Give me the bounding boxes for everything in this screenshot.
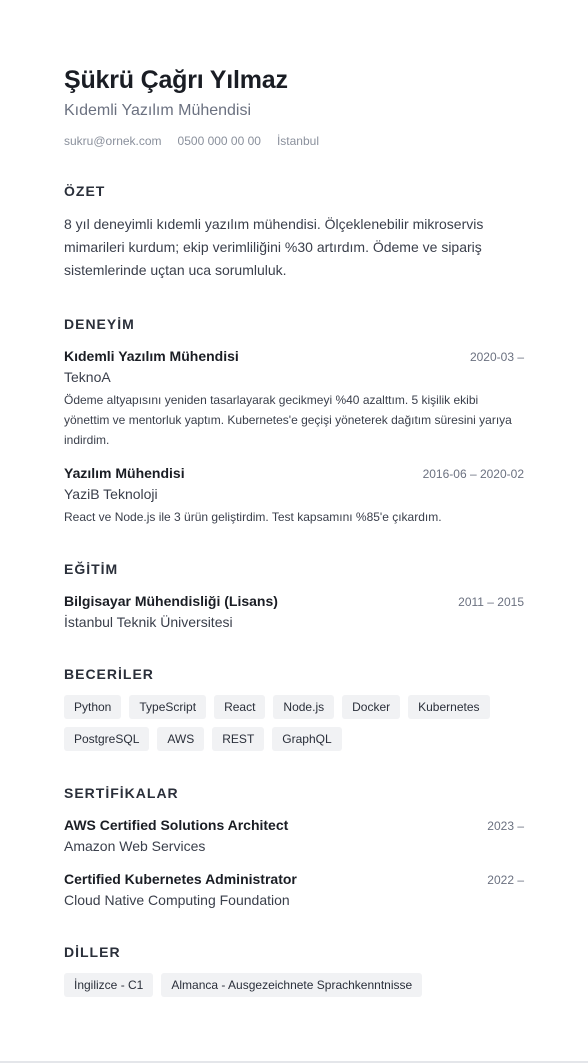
job-title: Kıdemli Yazılım Mühendisi — [64, 348, 239, 364]
languages-section — [64, 943, 524, 997]
certification-name: AWS Certified Solutions Architect — [64, 817, 289, 833]
certification-name: Certified Kubernetes Administrator — [64, 871, 297, 887]
company-name: TeknoA — [64, 369, 111, 385]
skill-tag: GraphQL — [272, 727, 341, 751]
certifications-section — [64, 784, 524, 910]
language-tags — [64, 973, 524, 997]
contact-location: İstanbul — [276, 134, 319, 148]
resume-header — [64, 64, 524, 149]
job-title: Yazılım Mühendisi — [64, 465, 185, 481]
experience-entry — [64, 464, 524, 527]
company-name: YaziB Teknoloji — [64, 486, 158, 502]
section-title: EĞİTİM — [64, 561, 119, 577]
education-date: 2011 – 2015 — [458, 595, 524, 609]
job-date: 2016-06 – 2020-02 — [422, 467, 524, 481]
skill-tag: Node.js — [273, 695, 334, 719]
skill-tag: React — [214, 695, 265, 719]
section-title: ÖZET — [64, 183, 106, 199]
education-entry — [64, 592, 524, 632]
candidate-name: Şükrü Çağrı Yılmaz — [64, 66, 288, 94]
summary-text: 8 yıl deneyimli kıdemli yazılım mühendisi. Ölçeklenebilir mikroservis mimarileri kurdum; ekip verimliliğini %30 artırdım. Ödeme ve sipariş sistemlerinde uçtan uca sorumluluk. — [64, 216, 484, 278]
skill-tag: Kubernetes — [408, 695, 489, 719]
experience-section — [64, 315, 524, 527]
section-title: DENEYİM — [64, 316, 135, 332]
candidate-headline: Kıdemli Yazılım Mühendisi — [64, 102, 252, 119]
skill-tag: PostgreSQL — [64, 727, 149, 751]
skills-section — [64, 665, 524, 751]
job-description: Ödeme altyapısını yeniden tasarlayarak gecikmeyi %40 azalttım. 5 kişilik ekibi yönettim ve mentorluk yaptım. Kubernetes'e geçişi yöneterek dağıtım süresini yarıya indirdim. — [64, 393, 512, 447]
school-name: İstanbul Teknik Üniversitesi — [64, 614, 233, 630]
job-description: React ve Node.js ile 3 ürün geliştirdim. Test kapsamını %85'e çıkardım. — [64, 510, 442, 524]
skill-tag: Docker — [342, 695, 400, 719]
section-title: SERTİFİKALAR — [64, 785, 179, 801]
section-title: DİLLER — [64, 944, 121, 960]
certification-entry — [64, 816, 524, 856]
certification-entry — [64, 870, 524, 910]
skill-tag: Python — [64, 695, 121, 719]
section-title: BECERİLER — [64, 666, 154, 682]
job-date: 2020-03 – — [469, 350, 524, 364]
certification-date: 2023 – — [487, 819, 524, 833]
language-tag: Almanca - Ausgezeichnete Sprachkenntnisse — [161, 973, 422, 997]
skill-tag: REST — [212, 727, 264, 751]
contact-email: sukru@ornek.com — [64, 134, 162, 148]
education-section — [64, 560, 524, 632]
summary-section — [64, 182, 524, 282]
skill-tag: TypeScript — [129, 695, 206, 719]
contact-phone: 0500 000 00 00 — [177, 134, 261, 148]
language-tag: İngilizce - C1 — [64, 973, 153, 997]
certification-date: 2022 – — [487, 873, 524, 887]
contact-info — [64, 134, 524, 149]
skill-tags — [64, 695, 524, 751]
certification-issuer: Cloud Native Computing Foundation — [64, 892, 290, 908]
experience-entry — [64, 347, 524, 450]
skill-tag: AWS — [157, 727, 204, 751]
degree-title: Bilgisayar Mühendisliği (Lisans) — [64, 593, 278, 609]
certification-issuer: Amazon Web Services — [64, 838, 206, 854]
